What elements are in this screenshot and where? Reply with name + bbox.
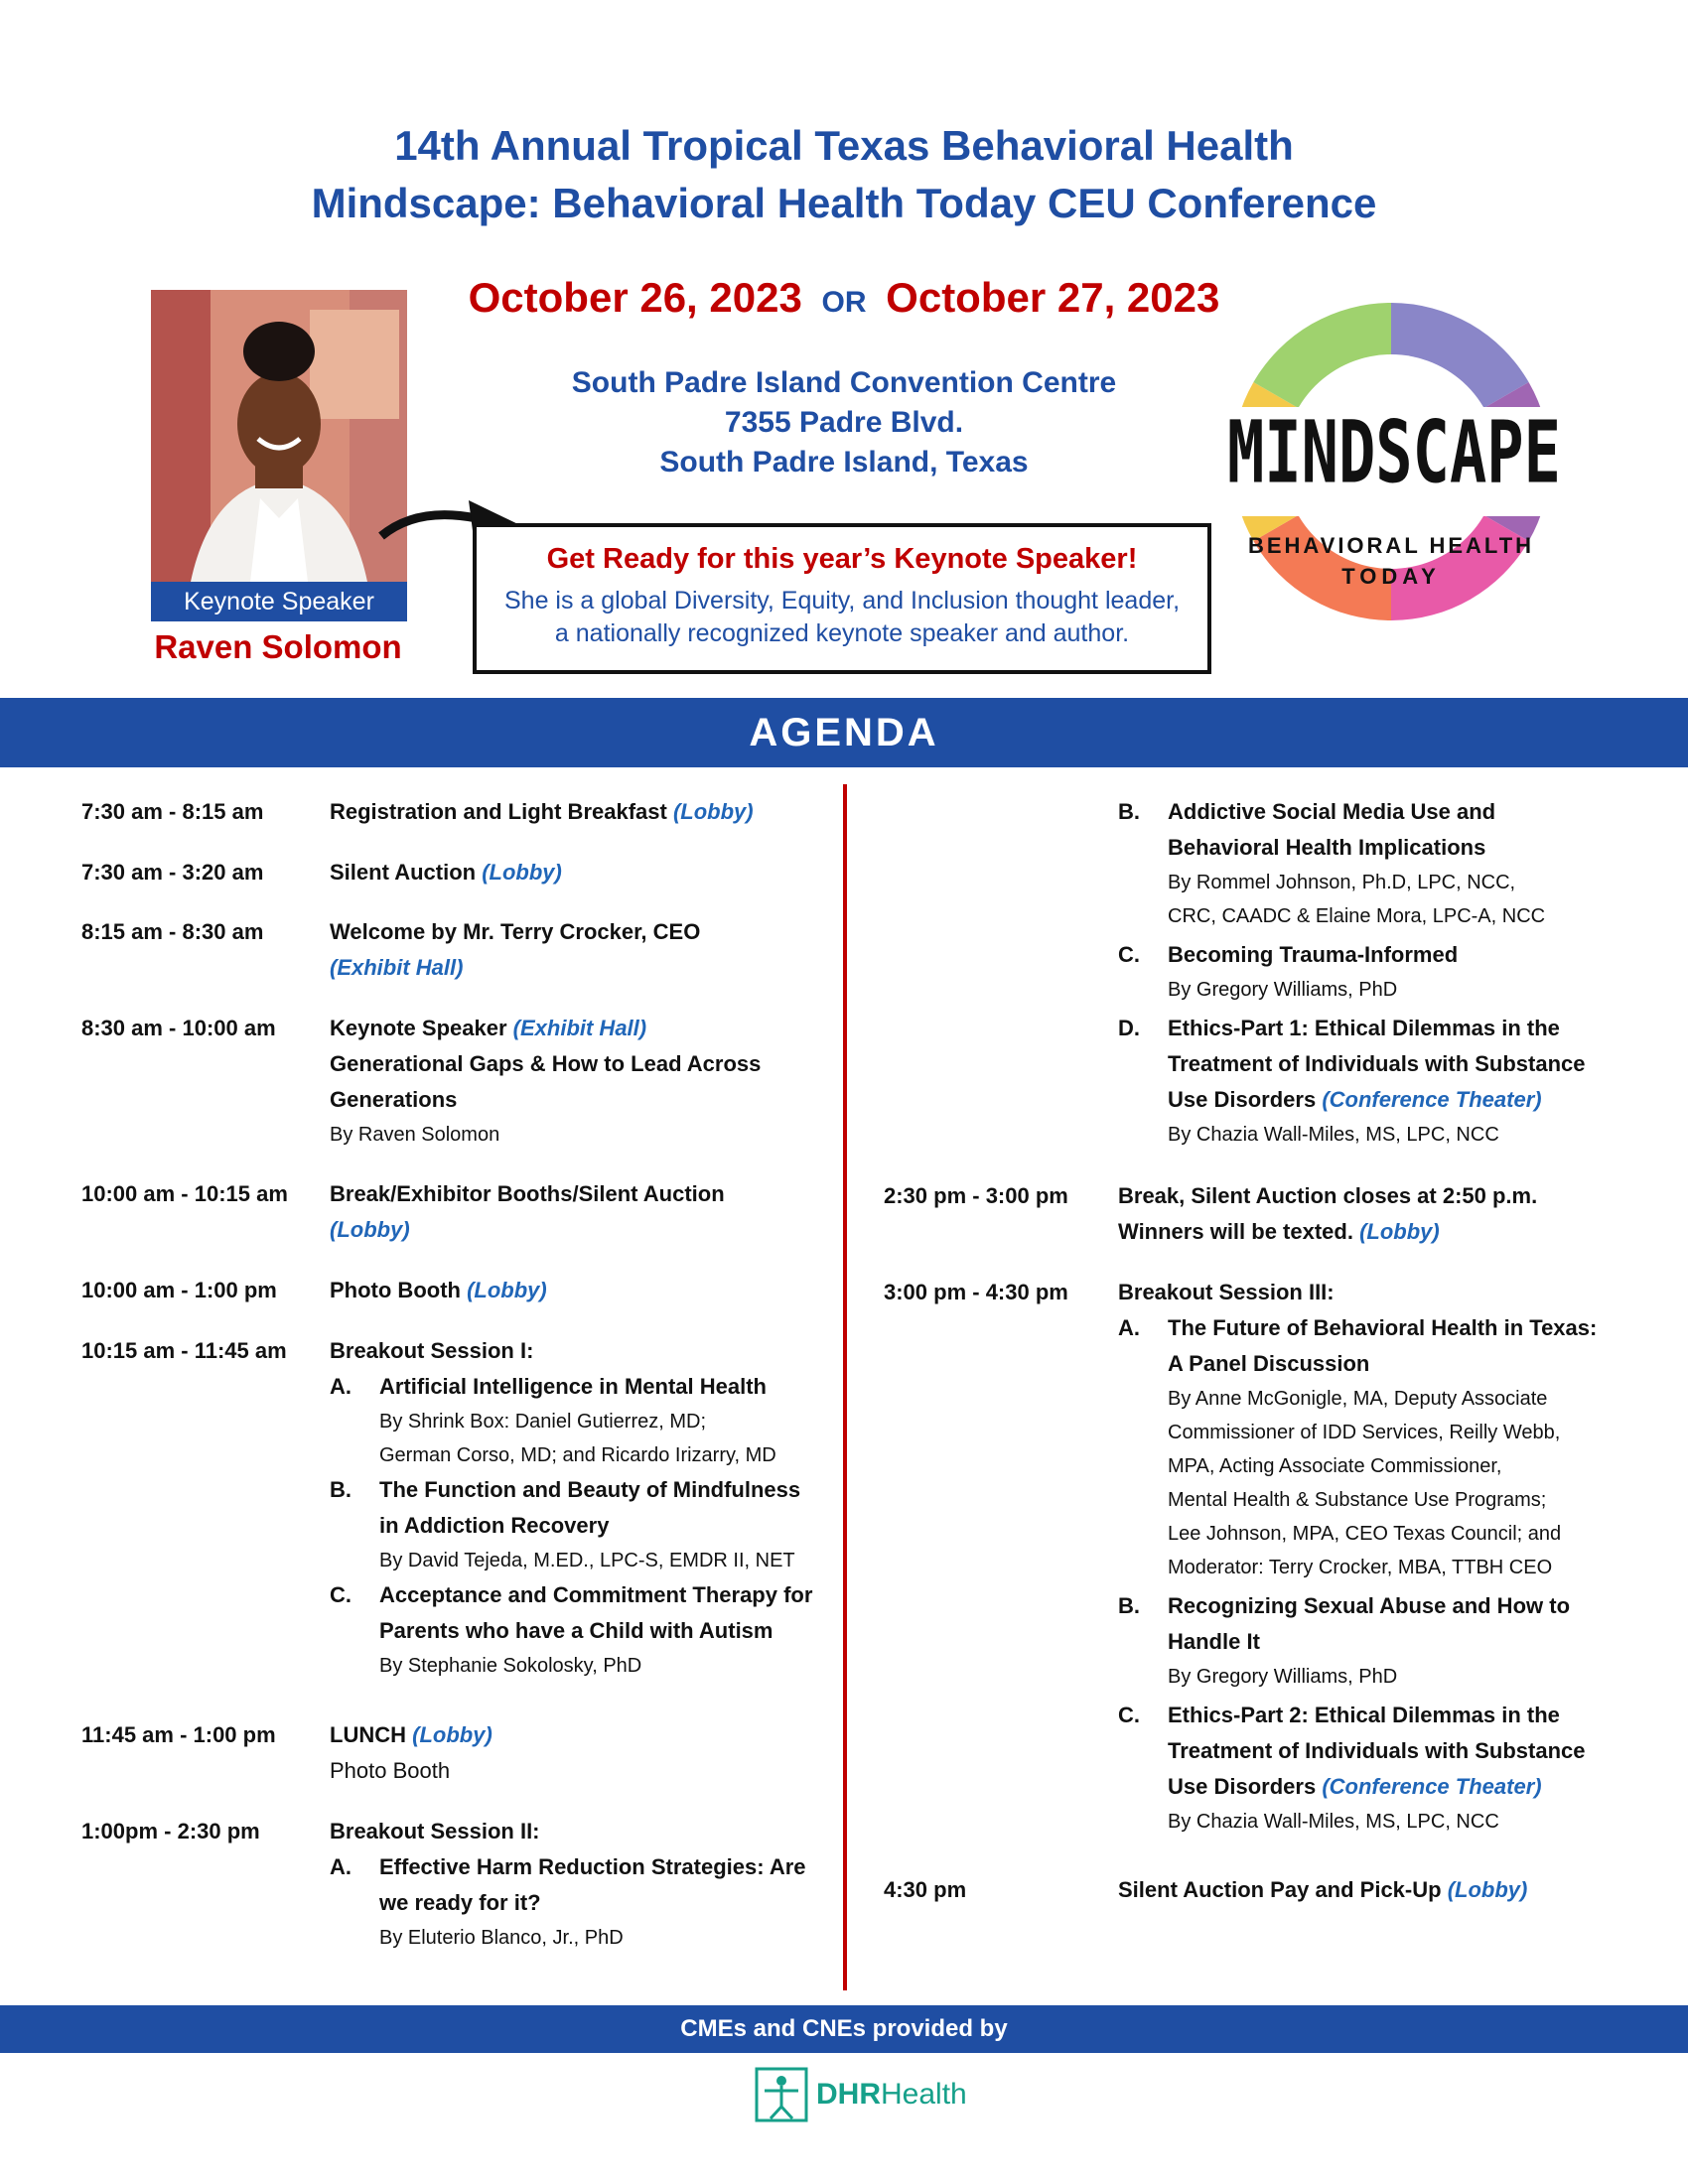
venue-street: 7355 Padre Blvd.	[724, 406, 964, 439]
agenda-time: 11:45 am - 1:00 pm	[81, 1722, 276, 1747]
speaker-portrait-icon	[151, 290, 407, 582]
agenda-entry: Breakout Session I: A. Artificial Intelligence in Mental Health By Shrink Box: Daniel Gutierrez, MD; German Corso, MD; and Ricardo Irizarry, MD B. The Function and Beauty of Mindfulness in Addiction Recovery By David Tejeda, M.ED., LPC-S, EMDR II, NET C. Acceptance and Commitment Therapy for Parents who have a Child with Autism By Stephanie Sokolosky, PhD	[330, 1333, 826, 1683]
conference-title-line2: Mindscape: Behavioral Health Today CEU Conference	[311, 180, 1377, 226]
session-item: B. Addictive Social Media Use and Behavioral Health Implications By Rommel Johnson, Ph.D, LPC, NCC, CRC, CAADC & Elaine Mora, LPC-A, NCC	[1118, 799, 1546, 927]
agenda-time: 1:00pm - 2:30 pm	[81, 1819, 260, 1843]
agenda-entry: Break, Silent Auction closes at 2:50 p.m. Winners will be texted. (Lobby)	[1118, 1183, 1538, 1244]
agenda-entry: Photo Booth (Lobby)	[330, 1278, 547, 1302]
agenda-time: 10:00 am - 10:15 am	[81, 1181, 288, 1206]
sponsor-name: DHRHealth	[816, 2078, 967, 2111]
session-item: C. Ethics-Part 2: Ethical Dilemmas in the Treatment of Individuals with Substance Use Disorders (Conference Theater) By Chazia Wall-Miles, MS, LPC, NCC	[1118, 1703, 1586, 1833]
agenda-entry: Registration and Light Breakfast (Lobby)	[330, 799, 754, 824]
session-item: A. The Future of Behavioral Health in Texas: A Panel Discussion By Anne McGonigle, MA, Deputy Associate Commissioner of IDD Services, Reilly Webb, MPA, Acting Associate Commissioner, Mental Health & Substance Use Programs; Lee Johnson, MPA, CEO Texas Council; and Moderator: Terry Crocker, MBA, TTBH CEO	[1118, 1315, 1598, 1578]
logo-subtitle-1: BEHAVIORAL HEALTH	[1247, 533, 1535, 558]
agenda-time: 4:30 pm	[884, 1877, 967, 1902]
keynote-callout-title: Get Ready for this year’s Keynote Speaker!	[546, 543, 1138, 575]
date-2: October 27, 2023	[886, 274, 1220, 321]
agenda-time: 8:15 am - 8:30 am	[81, 919, 264, 944]
keynote-label: Keynote Speaker	[151, 582, 407, 621]
session-item: B. Recognizing Sexual Abuse and How to Handle It By Gregory Williams, PhD	[1118, 1593, 1571, 1688]
agenda-time: 10:15 am - 11:45 am	[81, 1338, 287, 1363]
session-item: C. Becoming Trauma-Informed By Gregory Williams, PhD	[1118, 942, 1459, 1001]
session-item: C. Acceptance and Commitment Therapy for Parents who have a Child with Autism By Stephanie Sokolosky, PhD	[330, 1582, 813, 1677]
session-item: A. Artificial Intelligence in Mental Health By Shrink Box: Daniel Gutierrez, MD; German Corso, MD; and Ricardo Irizarry, MD	[330, 1374, 776, 1466]
agenda-time: 10:00 am - 1:00 pm	[81, 1278, 277, 1302]
agenda-heading: AGENDA	[0, 698, 1688, 767]
keynote-callout-box	[473, 523, 1211, 674]
keynote-callout-line2: a nationally recognized keynote speaker and author.	[554, 619, 1130, 647]
logo-subtitle-2: TODAY	[1341, 564, 1441, 589]
conference-title-line1: 14th Annual Tropical Texas Behavioral Health	[394, 122, 1294, 169]
agenda-entry: LUNCH (Lobby) Photo Booth	[330, 1722, 492, 1783]
agenda-entry: Welcome by Mr. Terry Crocker, CEO (Exhibit Hall)	[330, 919, 701, 980]
logo-wordmark: MINDSCAPE	[1227, 401, 1561, 503]
agenda-time: 2:30 pm - 3:00 pm	[884, 1183, 1068, 1208]
agenda-entry: Breakout Session II: A. Effective Harm Reduction Strategies: Are we ready for it? By Eluterio Blanco, Jr., PhD	[330, 1814, 826, 1955]
agenda-time: 3:00 pm - 4:30 pm	[884, 1280, 1068, 1304]
sponsor-band: CMEs and CNEs provided by	[0, 2005, 1688, 2053]
keynote-callout-line1: She is a global Diversity, Equity, and Inclusion thought leader,	[503, 587, 1181, 614]
agenda-time: 8:30 am - 10:00 am	[81, 1016, 276, 1040]
date-1: October 26, 2023	[468, 274, 802, 321]
venue-city: South Padre Island, Texas	[659, 446, 1029, 478]
agenda-time: 7:30 am - 3:20 am	[81, 860, 264, 885]
session-item: B. The Function and Beauty of Mindfulness in Addiction Recovery By David Tejeda, M.ED., LPC-S, EMDR II, NET	[330, 1477, 801, 1571]
session-item: A. Effective Harm Reduction Strategies: Are we ready for it? By Eluterio Blanco, Jr., PhD	[330, 1854, 806, 1949]
agenda-entry: Break/Exhibitor Booths/Silent Auction (Lobby)	[330, 1181, 725, 1242]
date-or: OR	[821, 286, 867, 319]
agenda-entry: Breakout Session III: A. The Future of Behavioral Health in Texas: A Panel Discussion By Anne McGonigle, MA, Deputy Associate Commissioner of IDD Services, Reilly Webb, MPA, Acting Associate Commissioner, Mental Health & Substance Use Programs; Lee Johnson, MPA, CEO Texas Council; and Moderator: Terry Crocker, MBA, TTBH CEO B. Recognizing Sexual Abuse and How to Handle It By Gregory Williams, PhD C. Ethics-Part 2: Ethical Dilemmas in the Treatment of Individuals with Substance Use Disorders (Conference Theater) By Chazia Wall-Miles, MS, LPC, NCC	[1118, 1275, 1654, 1839]
agenda-entry: Silent Auction (Lobby)	[330, 860, 562, 885]
keynote-name: Raven Solomon	[154, 628, 402, 665]
agenda-time: 7:30 am - 8:15 am	[81, 799, 264, 824]
agenda-entry: Keynote Speaker (Exhibit Hall) Generational Gaps & How to Lead Across Generations By Raven Solomon	[330, 1016, 762, 1146]
agenda-entry: Silent Auction Pay and Pick-Up (Lobby)	[1118, 1877, 1528, 1902]
venue-name: South Padre Island Convention Centre	[571, 366, 1117, 399]
agenda-entry	[1118, 794, 1634, 1152]
session-item: D. Ethics-Part 1: Ethical Dilemmas in the Treatment of Individuals with Substance Use Disorders (Conference Theater) By Chazia Wall-Miles, MS, LPC, NCC	[1118, 1016, 1586, 1146]
column-divider	[843, 784, 847, 1990]
keynote-speaker-photo	[151, 290, 407, 582]
